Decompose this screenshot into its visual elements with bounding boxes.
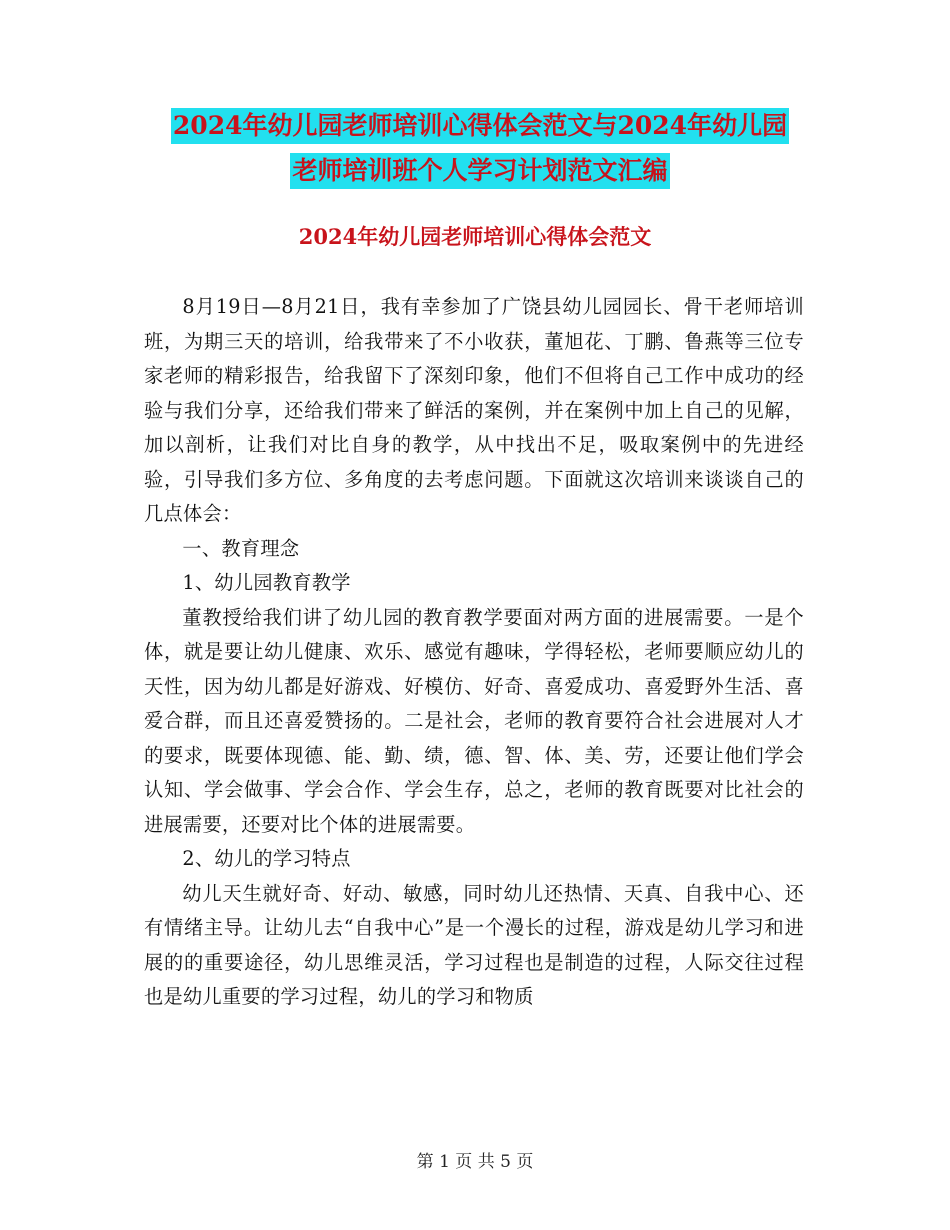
paragraph-teaching: 董教授给我们讲了幼儿园的教育教学要面对两方面的进展需要。一是个体，就是要让幼儿健康、欢乐、感觉有趣味，学得轻松，老师要顺应幼儿的天性，因为幼儿都是好游戏、好模仿、好奇、喜爱成功、喜爱野外生活、喜爱合群，而且还喜爱赞扬的。二是社会，老师的教育要符合社会进展对人才的要求，既要体现德、能、勤、绩，德、智、体、美、劳，还要让他们学会认知、学会做事、学会合作、学会生存，总之，老师的教育既要对比社会的进展需要，还要对比个体的进展需要。 [144, 605, 804, 836]
heading-education-philosophy: 一、教育理念 [182, 536, 300, 560]
heading-kindergarten-teaching: 1、幼儿园教育教学 [182, 571, 351, 594]
title-line-2: 老师培训班个人学习计划范文汇编 [290, 153, 669, 189]
title-line-1: 2024年幼儿园老师培训心得体会范文与2024年幼儿园 [171, 108, 789, 144]
paragraph-intro: 8月19日—8月21日，我有幸参加了广饶县幼儿园园长、骨干老师培训班，为期三天的培训，给我带来了不小收获，董旭花、丁鹏、鲁燕等三位专家老师的精彩报告，给我留下了深刻印象，他们不但将自己工作中成功的经验与我们分享，还给我们带来了鲜活的案例，并在案例中加上自己的见解，加以剖析，让我们对比自身的教学，从中找出不足，吸取案例中的先进经验，引导我们多方位、多角度的去考虑问题。下面就这次培训来谈谈自己的几点体会： [144, 295, 804, 525]
section-heading: 2024年幼儿园老师培训心得体会范文 [298, 224, 652, 249]
heading-learning-traits: 2、幼儿的学习特点 [182, 847, 351, 870]
page-footer: 第 1 页 共 5 页 [416, 1152, 534, 1172]
paragraph-learning-traits: 幼儿天生就好奇、好动、敏感，同时幼儿还热情、天真、自我中心、还有情绪主导。让幼儿去“自我中心”是一个漫长的过程，游戏是幼儿学习和进展的的重要途径，幼儿思维灵活，学习过程也是制造的过程，人际交往过程也是幼儿重要的学习过程，幼儿的学习和物质 [144, 881, 804, 1008]
body-text [144, 290, 804, 1015]
document-title [130, 108, 830, 198]
